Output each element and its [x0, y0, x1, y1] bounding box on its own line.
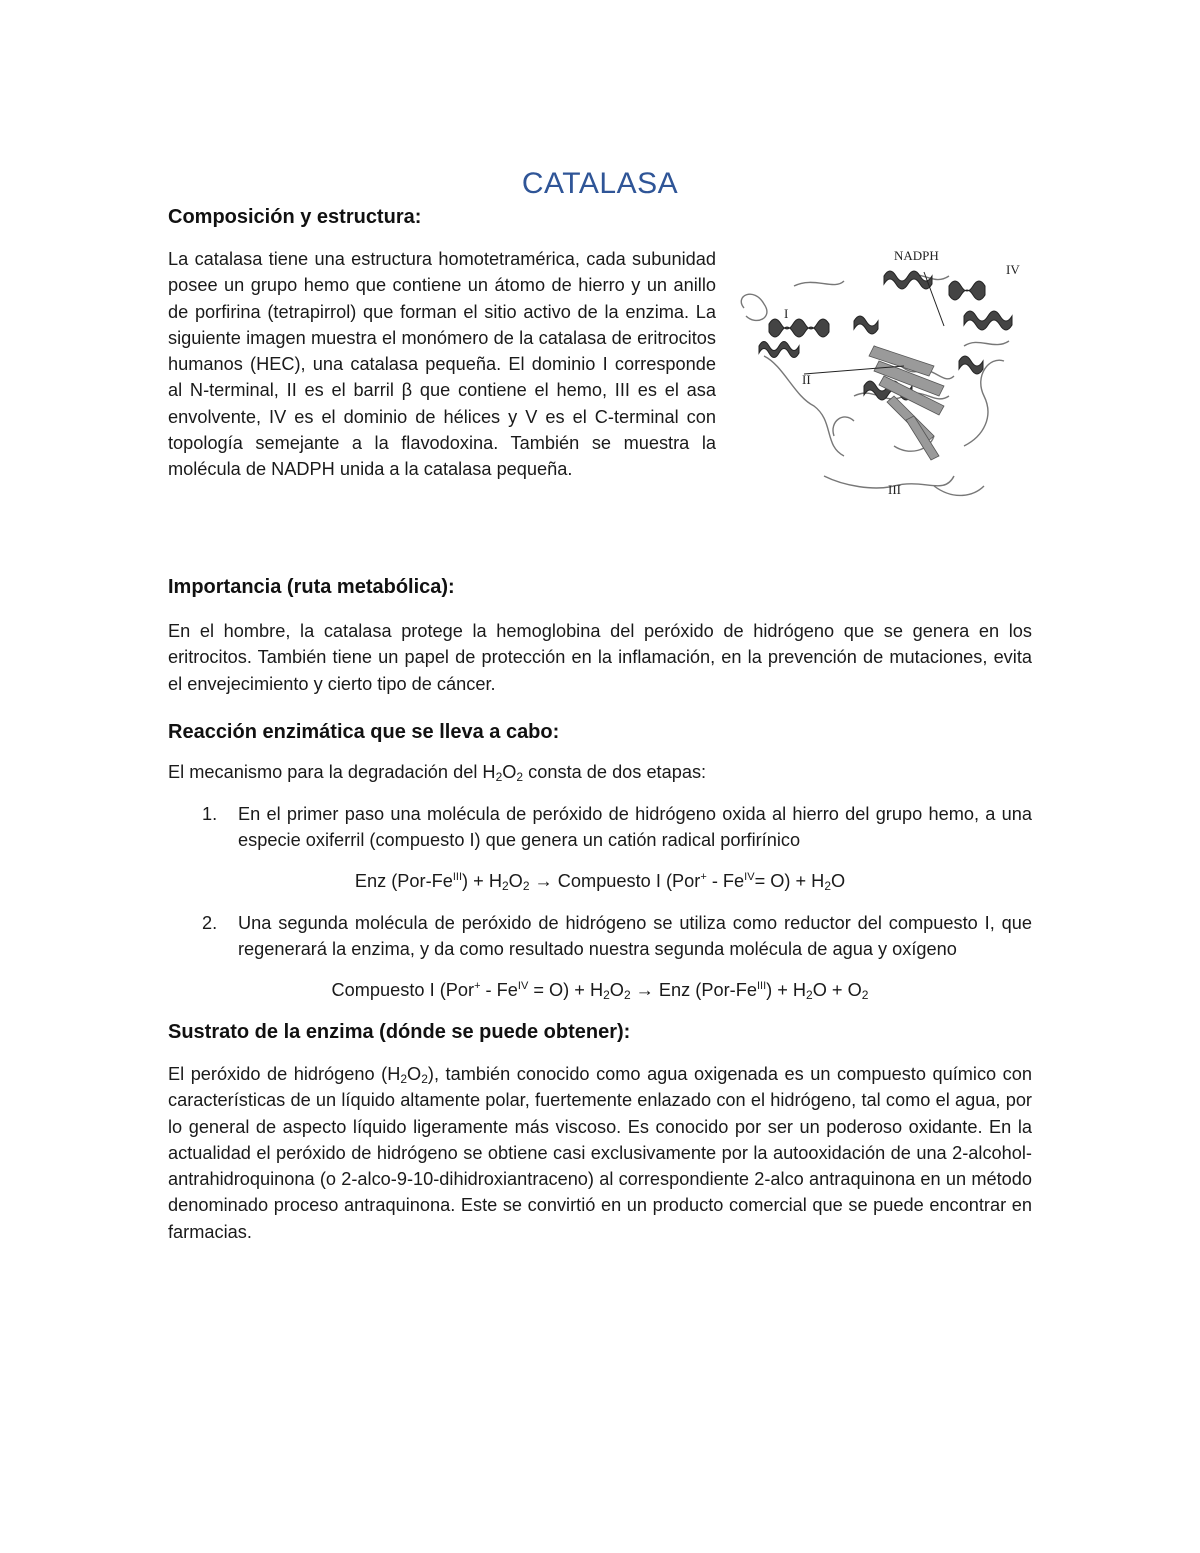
- reaction-steps-list-2: [168, 910, 1032, 963]
- composicion-block: [168, 246, 1032, 558]
- reaccion-section: [168, 719, 1032, 1003]
- sustrato-paragraph: El peróxido de hidrógeno $(H_2O_2)$, también conocido como agua oxigenada es un compuesto químico con características de un líquido altamente polar, fuertemente enlazado con el hidrógeno, tal como el agua, por lo general de aspecto líquido ligeramente más viscoso. Es conocido por ser un poderoso oxidante. En la actualidad el peróxido de hidrógeno se obtiene casi exclusivamente por la autooxidación de una 2-alcohol-antrahidroquinona (o 2-alco-9-10-dihidroxiantraceno) al correspondiente 2-alco antraquinona en un método denominado proceso antraquinona. Este se convirtió en un producto comercial que se puede encontrar en farmacias.: [168, 1063, 1033, 1242]
- heading-reaccion: Reacción enzimática que se lleva a cabo:: [168, 720, 560, 743]
- list-item: [168, 910, 1032, 963]
- composicion-paragraph: La catalasa tiene una estructura homotetramérica, cada subunidad posee un grupo hemo que contiene un átomo de hierro y un anillo de porfirina (tetrapirrol) que forman el sitio activo de la enzima. La siguiente imagen muestra el monómero de la catalasa de eritrocitos humanos (HEC), una catalasa pequeña. El dominio I corresponde al N-terminal, II es el barril β que contiene el hemo, III es el asa envolvente, IV es el dominio de hélices y V es el C-terminal con topología semejante a la flavodoxina. También se muestra la molécula de NADPH unida a la catalasa pequeña.: [168, 249, 716, 480]
- heading-importancia: Importancia (ruta metabólica):: [168, 576, 455, 598]
- label-nadph: NADPH: [894, 248, 939, 263]
- catalase-monomer-figure: [734, 246, 1034, 516]
- list-number: 2.: [202, 913, 218, 934]
- label-i: I: [784, 306, 789, 321]
- sustrato-section: [168, 1019, 1032, 1245]
- equation-2: Compuesto I $(Por^+ - Fe^{IV} = O) + H_2O_2$ → Enz $(Por-Fe^{III}) + H_2O + O_2$: [331, 979, 869, 1002]
- list-item: [168, 801, 1032, 854]
- label-ii: II: [802, 372, 811, 387]
- heading-composicion: Composición y estructura:: [168, 206, 422, 228]
- reaction-steps-list: [168, 801, 1032, 854]
- step-text: En el primer paso una molécula de peróxido de hidrógeno oxida al hierro del grupo hemo, a una especie oxiferril (compuesto I) que genera un catión radical porfirínico: [238, 804, 1032, 851]
- page-title: CATALASA: [521, 167, 679, 200]
- equation-1: Enz $(Por-Fe^{III}) + H_2O_2$ → Compuesto I $(Por^+ - Fe^{IV}= O) + H_2O$: [354, 870, 846, 893]
- list-number: 1.: [202, 804, 218, 825]
- importancia-section: [168, 574, 1032, 697]
- document-page: [168, 160, 1032, 1245]
- label-iv: IV: [1006, 262, 1020, 277]
- step-text: Una segunda molécula de peróxido de hidrógeno se utiliza como reductor del compuesto I, que regenerará la enzima, y da como resultado nuestra segunda molécula de agua y oxígeno: [238, 913, 1032, 960]
- beta-sheet-ribbons: [869, 346, 944, 460]
- importancia-paragraph: En el hombre, la catalasa protege la hemoglobina del peróxido de hidrógeno que se genera en los eritrocitos. También tiene un papel de protección en la inflamación, en la prevención de mutaciones, evita el envejecimiento y cierto tipo de cáncer.: [168, 621, 1032, 694]
- reaccion-intro: El mecanismo para la degradación del $H_2O_2$ consta de dos etapas:: [168, 761, 707, 784]
- heading-sustrato: Sustrato de la enzima (dónde se puede obtener):: [168, 1020, 631, 1043]
- label-iii: III: [888, 482, 901, 497]
